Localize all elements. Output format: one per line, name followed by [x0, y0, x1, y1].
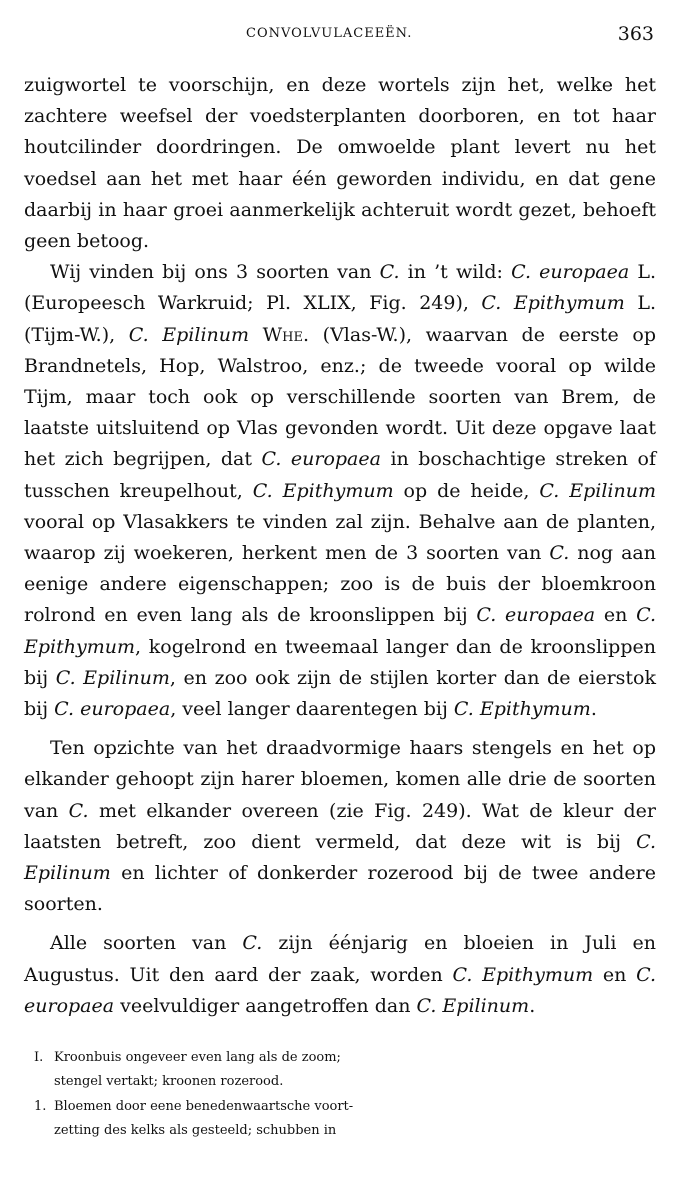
key-entry [34, 1046, 434, 1070]
key-number: I. [34, 1050, 44, 1065]
identification-key [34, 1046, 434, 1142]
key-number: 1. [34, 1099, 47, 1114]
page-number: 363 [617, 23, 654, 45]
key-entry [34, 1095, 434, 1119]
key-line: Bloemen door eene benedenwaartsche voort- [54, 1099, 354, 1114]
key-line-continued: zetting des kelks als gesteeld; schubben in [54, 1122, 337, 1138]
running-head [0, 23, 678, 50]
paragraph-species: Wij vinden bij ons 3 soorten van C. in ’t wild: C. europaea L. (Europeesch Warkruid; Pl. XLIX, Fig. 249), C. Epithymum L. (Tijm-W.), C. Epilinum Whe. (Vlas-W.), waarvan de eerste op Brandnetels, Hop, Walstroo, enz.; de tweede vooral op wilde Tijm, maar toch ook op verschillende soorten van Brem, de laatste uitsluitend op Vlas gevonden wordt. Uit deze opgave laat het zich begrijpen, dat C. europaea in boschachtige streken of tusschen kreupelhout, C. Epithymum op de heide, C. Epilinum vooral op Vlasakkers te vinden zal zijn. Behalve aan de planten, waarop zij woekeren, herkent men de 3 soorten van C. nog aan eenige andere eigenschappen; zoo is de buis der bloemkroon rolrond en even lang als de kroonslippen bij C. europaea en C. Epithymum, kogelrond en tweemaal langer dan de kroonslippen bij C. Epilinum, en zoo ook zijn de stijlen korter dan de eierstok bij C. europaea, veel langer daarentegen bij C. Epithymum. [24, 261, 656, 721]
body-text [24, 70, 656, 1022]
paragraph-flowering: Alle soorten van C. zijn éénjarig en bloeien in Juli en Augustus. Uit den aard der zaak, worden C. Epithymum en C. europaea veelvuldiger aangetroffen dan C. Epilinum. [24, 932, 656, 1017]
running-title: CONVOLVULACEEËN. [246, 26, 413, 41]
paragraph-continuation: zuigwortel te voorschijn, en deze wortels zijn het, welke het zachtere weefsel der voedsterplanten doorboren, en tot haar houtcilinder doordringen. De omwoelde plant levert nu het voedsel aan het met haar één geworden individu, en dat gene daarbij in haar groei aanmerkelijk achteruit wordt gezet, behoeft geen betoog. [24, 74, 656, 253]
key-line-continued: stengel vertakt; kroonen rozerood. [54, 1073, 284, 1089]
paragraph-habit: Ten opzichte van het draadvormige haars stengels en het op elkander gehoopt zijn harer bloemen, komen alle drie de soorten van C. met elkander overeen (zie Fig. 249). Wat de kleur der laatsten betreft, zoo dient vermeld, dat deze wit is bij C. Epilinum en lichter of donkerder rozerood bij de twee andere soorten. [24, 737, 657, 916]
key-line: Kroonbuis ongeveer even lang als de zoom; [54, 1050, 341, 1065]
